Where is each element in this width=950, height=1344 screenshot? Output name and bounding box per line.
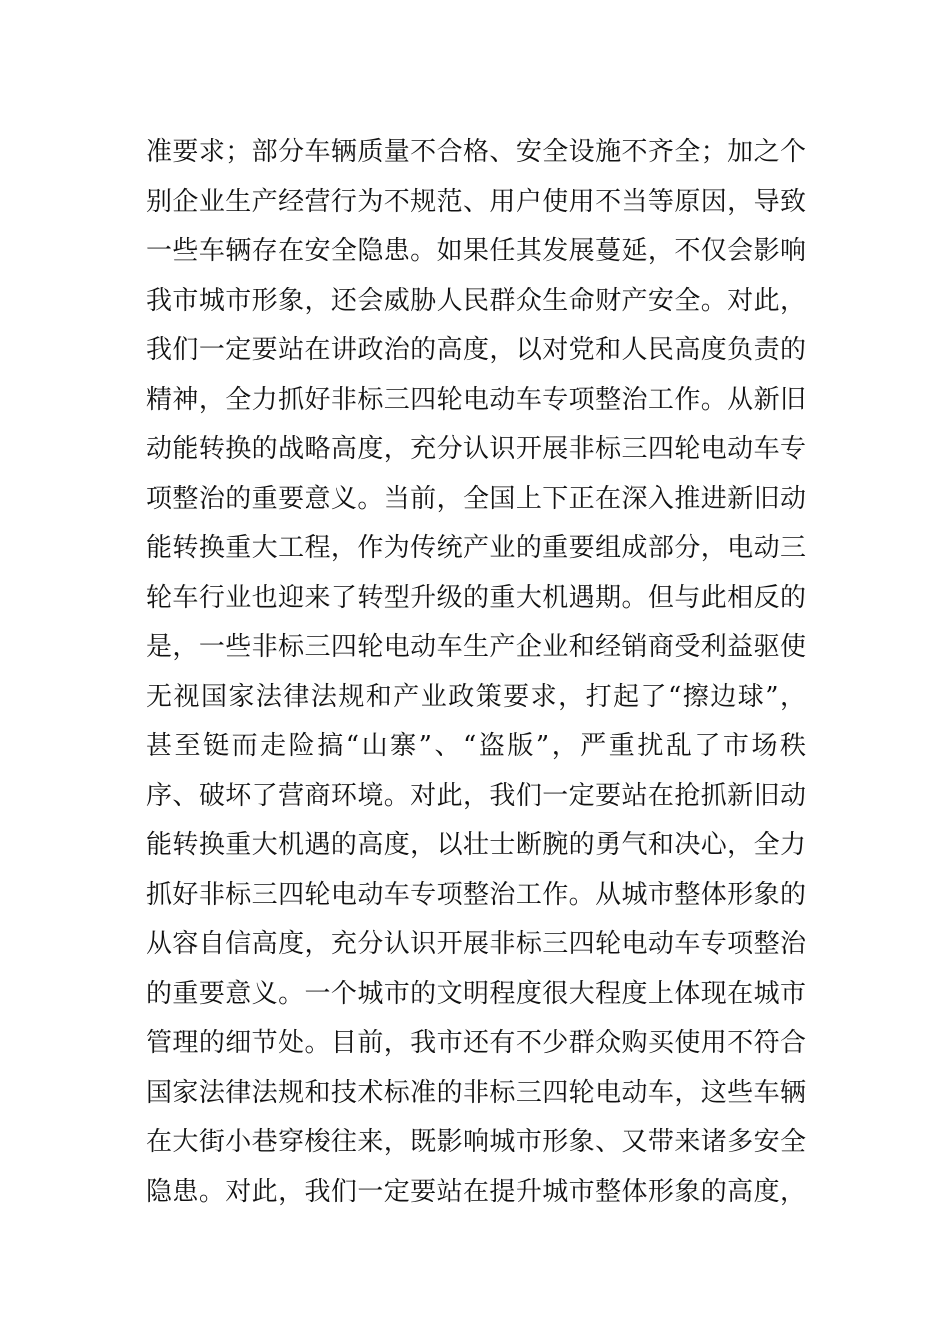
text-line: 抓好非标三四轮电动车专项整治工作。从城市整体形象的 [146, 879, 806, 910]
text-line: 轮车行业也迎来了转型升级的重大机遇期。但与此相反的 [146, 582, 806, 613]
text-line: 准要求；部分车辆质量不合格、安全设施不齐全；加之个 [146, 137, 806, 167]
text-line: 甚至铤而走险搞“山寨”、“盗版”，严重扰乱了市场秩 [146, 731, 806, 761]
text-line: 国家法律法规和技术标准的非标三四轮电动车，这些车辆 [146, 1077, 806, 1108]
text-line: 隐患。对此，我们一定要站在提升城市整体形象的高度， [146, 1176, 806, 1207]
text-line: 在大街小巷穿梭往来，既影响城市形象、又带来诸多安全 [146, 1127, 806, 1157]
text-line: 项整治的重要意义。当前，全国上下正在深入推进新旧动 [146, 483, 806, 514]
text-line: 是，一些非标三四轮电动车生产企业和经销商受利益驱使 [146, 632, 806, 662]
text-line: 能转换重大机遇的高度，以壮士断腕的勇气和决心，全力 [146, 830, 806, 860]
text-line: 精神，全力抓好非标三四轮电动车专项整治工作。从新旧 [146, 384, 806, 415]
text-line: 一些车辆存在安全隐患。如果任其发展蔓延，不仅会影响 [146, 236, 806, 266]
text-line: 别企业生产经营行为不规范、用户使用不当等原因，导致 [146, 186, 806, 217]
text-line: 序、破坏了营商环境。对此，我们一定要站在抢抓新旧动 [146, 780, 806, 811]
text-line: 能转换重大工程，作为传统产业的重要组成部分，电动三 [146, 533, 806, 563]
text-line: 我们一定要站在讲政治的高度，以对党和人民高度负责的 [146, 335, 806, 365]
text-line: 管理的细节处。目前，我市还有不少群众购买使用不符合 [146, 1028, 806, 1058]
text-line: 的重要意义。一个城市的文明程度很大程度上体现在城市 [146, 978, 806, 1009]
body-paragraph [146, 128, 806, 1217]
text-line: 从容自信高度，充分认识开展非标三四轮电动车专项整治 [146, 929, 806, 959]
text-line: 我市城市形象，还会威胁人民群众生命财产安全。对此， [146, 285, 806, 316]
text-line: 动能转换的战略高度，充分认识开展非标三四轮电动车专 [146, 434, 806, 464]
text-line: 无视国家法律法规和产业政策要求，打起了“擦边球”， [146, 681, 806, 712]
